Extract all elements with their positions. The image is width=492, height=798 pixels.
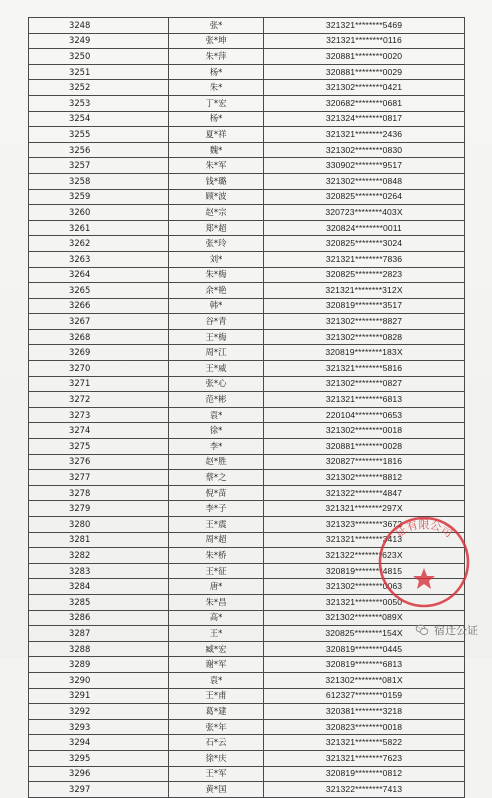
row-id-cell: 321321********7623 [264,750,465,766]
row-number-cell: 3254 [29,111,169,127]
table-row [29,672,465,688]
footer-brand-label: 宿迁公证 [434,624,478,637]
row-name-cell: 王*震 [169,517,264,533]
row-name-cell: 袁* [169,672,264,688]
row-name-cell: 杨* [169,111,264,127]
table-row [29,439,465,455]
row-name-cell: 徐*庆 [169,750,264,766]
row-number-cell: 3250 [29,49,169,65]
row-name-cell: 王*甫 [169,688,264,704]
table-row [29,548,465,564]
row-number-cell: 3251 [29,64,169,80]
row-name-cell: 谷*青 [169,314,264,330]
table-row [29,127,465,143]
row-number-cell: 3281 [29,532,169,548]
table-row [29,688,465,704]
row-name-cell: 谢*军 [169,657,264,673]
row-number-cell: 3265 [29,283,169,299]
row-id-cell: 320825********3024 [264,236,465,252]
row-name-cell: 王*梅 [169,329,264,345]
row-name-cell: 余*艳 [169,283,264,299]
row-id-cell: 321322********623X [264,548,465,564]
wechat-icon [415,623,429,637]
row-number-cell: 3253 [29,95,169,111]
row-name-cell: 杨* [169,64,264,80]
row-id-cell: 320819********4815 [264,563,465,579]
row-id-cell: 320682********0681 [264,95,465,111]
row-id-cell: 320819********183X [264,345,465,361]
row-name-cell: 朱*梅 [169,267,264,283]
row-name-cell: 李*子 [169,501,264,517]
table-row [29,610,465,626]
row-id-cell: 321302********081X [264,672,465,688]
row-name-cell: 朱*桥 [169,548,264,564]
table-row [29,111,465,127]
table-row [29,298,465,314]
table-row [29,719,465,735]
row-id-cell: 321321********3413 [264,532,465,548]
row-number-cell: 3252 [29,80,169,96]
row-name-cell: 张*玲 [169,236,264,252]
row-id-cell: 320819********0812 [264,766,465,782]
row-id-cell: 320825********2823 [264,267,465,283]
table-row [29,189,465,205]
row-number-cell: 3290 [29,672,169,688]
row-name-cell: 朱* [169,80,264,96]
table-row [29,501,465,517]
row-name-cell: 张*心 [169,376,264,392]
row-number-cell: 3280 [29,517,169,533]
row-name-cell: 赵*胜 [169,454,264,470]
row-number-cell: 3262 [29,236,169,252]
row-name-cell: 唐* [169,579,264,595]
row-number-cell: 3292 [29,704,169,720]
row-number-cell: 3295 [29,750,169,766]
row-id-cell: 320824********0011 [264,220,465,236]
row-id-cell: 330902********9517 [264,158,465,174]
footer-brand [415,622,478,638]
row-name-cell: 钱*璐 [169,173,264,189]
row-number-cell: 3249 [29,33,169,49]
row-name-cell: 袁* [169,407,264,423]
table-row [29,766,465,782]
row-id-cell: 220104********0653 [264,407,465,423]
row-id-cell: 320881********0028 [264,439,465,455]
table-row [29,64,465,80]
table-row [29,18,465,34]
table-row [29,563,465,579]
table-row [29,735,465,751]
row-name-cell: 朱*萍 [169,49,264,65]
row-number-cell: 3274 [29,423,169,439]
table-row [29,517,465,533]
row-id-cell: 321321********297X [264,501,465,517]
row-id-cell: 321321********312X [264,283,465,299]
row-number-cell: 3285 [29,594,169,610]
row-name-cell: 刘* [169,251,264,267]
row-name-cell: 张*年 [169,719,264,735]
table-row [29,423,465,439]
row-name-cell: 魏* [169,142,264,158]
row-name-cell: 赵*宗 [169,205,264,221]
row-number-cell: 3263 [29,251,169,267]
table-row [29,314,465,330]
row-number-cell: 3287 [29,626,169,642]
table-row [29,80,465,96]
row-id-cell: 321322********7413 [264,782,465,798]
row-name-cell: 蔡*之 [169,470,264,486]
row-id-cell: 321302********8812 [264,470,465,486]
table-row [29,392,465,408]
table-row [29,750,465,766]
table-row [29,205,465,221]
table-row [29,407,465,423]
table-row [29,361,465,377]
table-row [29,158,465,174]
row-id-cell: 320381********3218 [264,704,465,720]
row-name-cell: 韩* [169,298,264,314]
row-name-cell: 石*云 [169,735,264,751]
row-id-cell: 321321********5822 [264,735,465,751]
row-number-cell: 3278 [29,485,169,501]
row-number-cell: 3271 [29,376,169,392]
row-id-cell: 321324********0817 [264,111,465,127]
row-id-cell: 321321********7836 [264,251,465,267]
row-number-cell: 3264 [29,267,169,283]
row-number-cell: 3276 [29,454,169,470]
table-row [29,454,465,470]
table-row [29,345,465,361]
row-id-cell: 321322********4847 [264,485,465,501]
table-body [29,18,465,798]
table-row [29,283,465,299]
row-name-cell: 夏*祥 [169,127,264,143]
row-name-cell: 丁*宏 [169,95,264,111]
table-row [29,236,465,252]
row-number-cell: 3268 [29,329,169,345]
row-id-cell: 321321********0050 [264,594,465,610]
row-name-cell: 李* [169,439,264,455]
table-row [29,657,465,673]
row-name-cell: 王*军 [169,766,264,782]
row-name-cell: 王*威 [169,361,264,377]
row-id-cell: 321302********0828 [264,329,465,345]
row-id-cell: 321323********3672 [264,517,465,533]
row-number-cell: 3261 [29,220,169,236]
row-number-cell: 3260 [29,205,169,221]
row-id-cell: 321302********0830 [264,142,465,158]
row-id-cell: 321321********0116 [264,33,465,49]
row-id-cell: 321302********0063 [264,579,465,595]
table-row [29,49,465,65]
table-row [29,220,465,236]
row-name-cell: 葛*建 [169,704,264,720]
row-id-cell: 320723********403X [264,205,465,221]
row-id-cell: 612327********0159 [264,688,465,704]
row-name-cell: 周*超 [169,532,264,548]
row-id-cell: 321321********6813 [264,392,465,408]
row-id-cell: 321302********089X [264,610,465,626]
row-name-cell: 周*江 [169,345,264,361]
table-row [29,579,465,595]
row-number-cell: 3259 [29,189,169,205]
row-number-cell: 3275 [29,439,169,455]
row-id-cell: 320819********0445 [264,641,465,657]
row-name-cell: 徐* [169,423,264,439]
row-name-cell: 黄*国 [169,782,264,798]
row-number-cell: 3297 [29,782,169,798]
row-id-cell: 320823********0018 [264,719,465,735]
row-name-cell: 王* [169,626,264,642]
table-row [29,594,465,610]
row-number-cell: 3273 [29,407,169,423]
row-id-cell: 320819********6813 [264,657,465,673]
row-number-cell: 3277 [29,470,169,486]
table-row [29,704,465,720]
row-id-cell: 320881********0020 [264,49,465,65]
row-number-cell: 3286 [29,610,169,626]
row-id-cell: 320881********0029 [264,64,465,80]
row-number-cell: 3288 [29,641,169,657]
row-name-cell: 朱*军 [169,158,264,174]
row-id-cell: 321302********0421 [264,80,465,96]
row-number-cell: 3282 [29,548,169,564]
table-row [29,626,465,642]
row-name-cell: 郑*超 [169,220,264,236]
table-row [29,173,465,189]
row-number-cell: 3257 [29,158,169,174]
row-id-cell: 320825********154X [264,626,465,642]
row-name-cell: 范*彬 [169,392,264,408]
row-name-cell: 王*征 [169,563,264,579]
row-number-cell: 3267 [29,314,169,330]
row-id-cell: 321302********0018 [264,423,465,439]
row-name-cell: 张* [169,18,264,34]
row-id-cell: 320825********0264 [264,189,465,205]
svg-text:证有限公司: 证有限公司 [393,518,455,541]
row-number-cell: 3279 [29,501,169,517]
row-number-cell: 3291 [29,688,169,704]
table-row [29,95,465,111]
row-number-cell: 3289 [29,657,169,673]
row-id-cell: 321321********2436 [264,127,465,143]
data-table [28,17,465,798]
row-number-cell: 3269 [29,345,169,361]
row-name-cell: 臧*宏 [169,641,264,657]
row-number-cell: 3258 [29,173,169,189]
row-number-cell: 3284 [29,579,169,595]
row-number-cell: 3266 [29,298,169,314]
table-row [29,782,465,798]
table-row [29,485,465,501]
row-number-cell: 3270 [29,361,169,377]
row-id-cell: 320819********3517 [264,298,465,314]
row-number-cell: 3296 [29,766,169,782]
table-row [29,329,465,345]
row-number-cell: 3248 [29,18,169,34]
row-id-cell: 321321********5469 [264,18,465,34]
table-row [29,532,465,548]
table-row [29,470,465,486]
row-number-cell: 3272 [29,392,169,408]
row-name-cell: 朱*昌 [169,594,264,610]
table-row [29,251,465,267]
row-id-cell: 321302********0827 [264,376,465,392]
row-name-cell: 高* [169,610,264,626]
row-id-cell: 321302********8827 [264,314,465,330]
table-row [29,142,465,158]
row-number-cell: 3294 [29,735,169,751]
row-number-cell: 3293 [29,719,169,735]
row-name-cell: 顾*波 [169,189,264,205]
row-number-cell: 3256 [29,142,169,158]
row-name-cell: 倪*苗 [169,485,264,501]
table-row [29,376,465,392]
row-name-cell: 张*坤 [169,33,264,49]
table-row [29,33,465,49]
row-id-cell: 321321********5816 [264,361,465,377]
row-id-cell: 320827********1816 [264,454,465,470]
row-number-cell: 3255 [29,127,169,143]
table-row [29,641,465,657]
row-id-cell: 321302********0848 [264,173,465,189]
table-row [29,267,465,283]
row-number-cell: 3283 [29,563,169,579]
